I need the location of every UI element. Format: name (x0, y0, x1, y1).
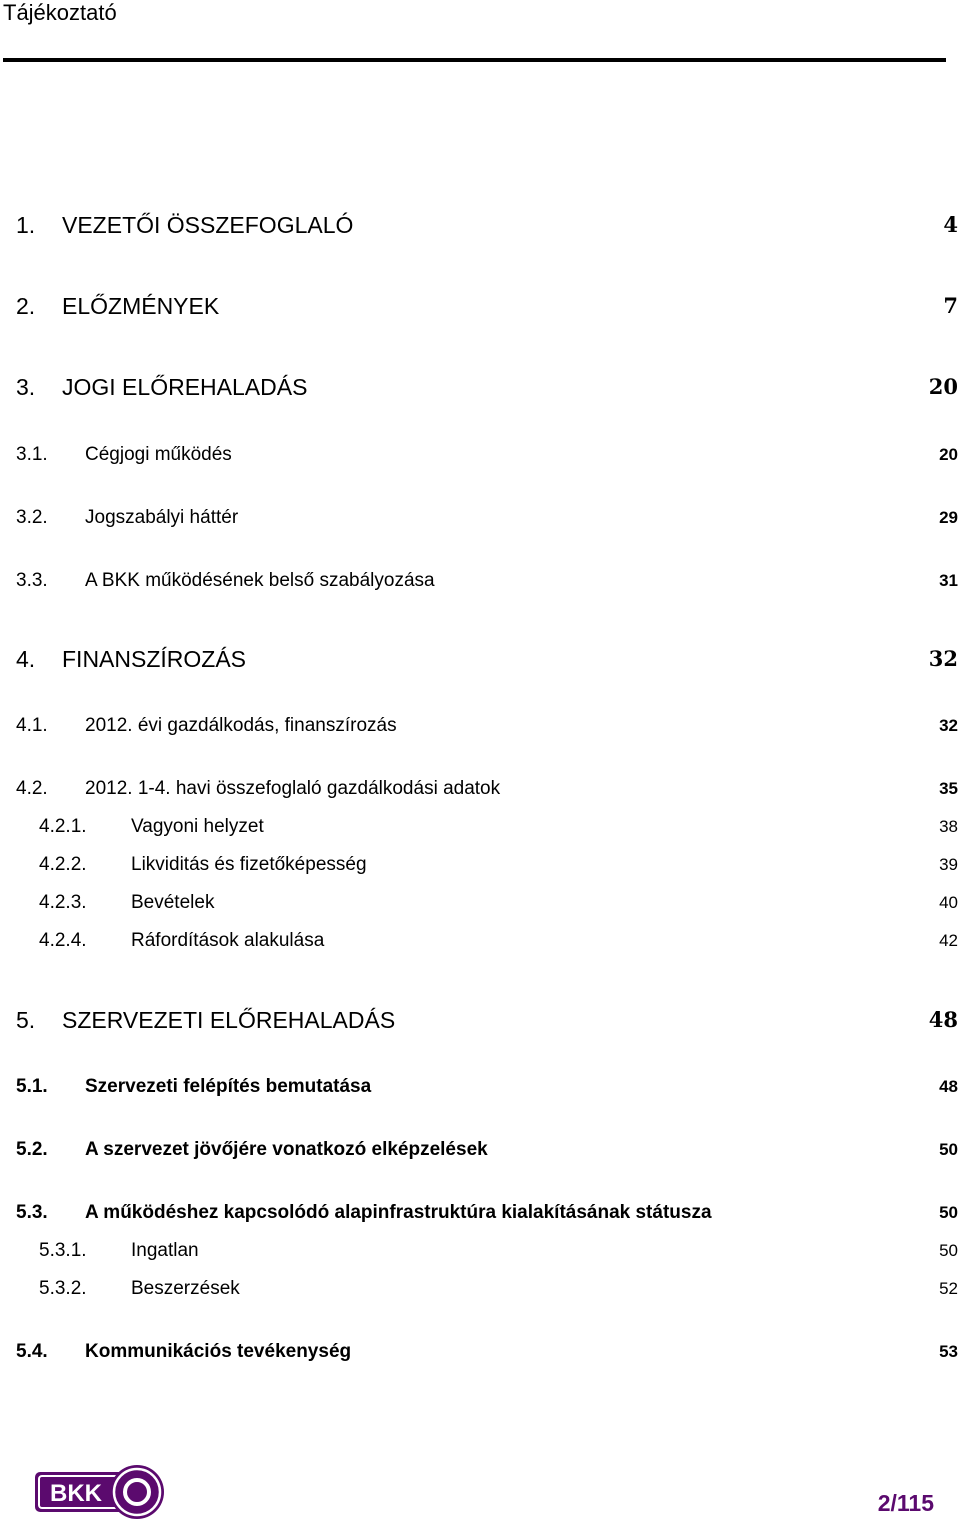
toc-title: FINANSZÍROZÁS (62, 646, 247, 672)
toc-entry-vagyoni-helyzet[interactable] (0, 814, 960, 848)
toc-number: 5.2. (16, 1139, 48, 1160)
bkk-logo (34, 1463, 166, 1521)
toc-entry-jogi-elorehaladas[interactable] (0, 372, 960, 406)
toc-entry-cegjogi-mukodes[interactable] (0, 442, 960, 476)
toc-entry-szervezeti-felepites[interactable] (0, 1074, 960, 1108)
toc-page-number: 48 (939, 1077, 958, 1096)
toc-entry-havi-adatok[interactable] (0, 776, 960, 810)
toc-title: A BKK működésének belső szabályozása (85, 570, 435, 591)
toc-entry-alapinfrastruktura[interactable] (0, 1200, 960, 1234)
toc-page-number: 20 (928, 374, 958, 399)
toc-title: Ráfordítások alakulása (131, 930, 325, 951)
toc-title: Jogszabályi háttér (85, 507, 239, 528)
toc-entry-likviditas[interactable] (0, 852, 960, 886)
toc-number: 3.3. (16, 570, 48, 591)
toc-page-number: 50 (939, 1241, 958, 1260)
toc-title: Cégjogi működés (85, 444, 232, 465)
toc-entry-szervezet-jovoje[interactable] (0, 1137, 960, 1171)
toc-number: 4.1. (16, 715, 48, 736)
toc-number: 3.1. (16, 444, 48, 465)
toc-number: 4.2. (16, 778, 48, 799)
toc-number: 2. (16, 293, 36, 319)
toc-page-number: 32 (939, 716, 958, 735)
toc-title: SZERVEZETI ELŐREHALADÁS (62, 1007, 396, 1033)
toc-number: 5. (16, 1007, 36, 1033)
toc-page-number: 42 (939, 931, 958, 950)
toc-entry-bevetelek[interactable] (0, 890, 960, 924)
toc-number: 5.3.1. (39, 1240, 87, 1261)
toc-entry-vezetoi-osszefoglalo[interactable] (0, 210, 960, 244)
toc-title: Kommunikációs tevékenység (85, 1341, 352, 1362)
toc-number: 5.1. (16, 1076, 48, 1097)
toc-page-number: 31 (939, 571, 958, 590)
toc-number: 5.3.2. (39, 1278, 87, 1299)
toc-title: Likviditás és fizetőképesség (131, 854, 367, 875)
toc-number: 3. (16, 374, 36, 400)
toc-page-number: 52 (939, 1279, 958, 1298)
toc-entry-elozmenyek[interactable] (0, 291, 960, 325)
toc-page-number: 20 (939, 445, 958, 464)
toc-page-number: 7 (943, 293, 958, 318)
page-counter: 2/115 (877, 1490, 934, 1516)
toc-entry-ingatlan[interactable] (0, 1238, 960, 1272)
logo-text: BKK (50, 1480, 102, 1507)
document-header-title: Tájékoztató (3, 0, 117, 25)
toc-number: 4.2.1. (39, 816, 87, 837)
toc-title: Ingatlan (131, 1240, 199, 1261)
toc-entry-beszerzesek[interactable] (0, 1276, 960, 1310)
toc-number: 3.2. (16, 507, 48, 528)
toc-page-number: 48 (928, 1007, 958, 1032)
toc-title: ELŐZMÉNYEK (62, 293, 220, 319)
toc-page-number: 50 (939, 1140, 958, 1159)
bkk-logo-icon (34, 1463, 166, 1521)
toc-title: 2012. 1-4. havi összefoglaló gazdálkodási adatok (85, 778, 501, 799)
toc-entry-kommunikacio[interactable] (0, 1339, 960, 1373)
toc-title: VEZETŐI ÖSSZEFOGLALÓ (62, 212, 354, 238)
toc-entry-bkk-szabalyozasa[interactable] (0, 568, 960, 602)
toc-entry-2012-gazdalkodas[interactable] (0, 713, 960, 747)
toc-number: 4. (16, 646, 36, 672)
toc-title: Bevételek (131, 892, 215, 913)
toc-page-number: 50 (939, 1203, 958, 1222)
toc-entry-szervezeti-elorehaladas[interactable] (0, 1005, 960, 1039)
toc-number: 5.3. (16, 1202, 48, 1223)
header-divider (3, 58, 946, 62)
toc-title: A szervezet jövőjére vonatkozó elképzelések (85, 1139, 488, 1160)
toc-title: JOGI ELŐREHALADÁS (62, 374, 308, 400)
toc-page-number: 29 (939, 508, 958, 527)
toc-number: 5.4. (16, 1341, 48, 1362)
toc-page-number: 39 (939, 855, 958, 874)
toc-number: 4.2.2. (39, 854, 87, 875)
toc-title: A működéshez kapcsolódó alapinfrastruktúra kialakításának státusza (85, 1202, 712, 1223)
toc-entry-raforditasok[interactable] (0, 928, 960, 962)
toc-title: Beszerzések (131, 1278, 240, 1299)
toc-page-number: 38 (939, 817, 958, 836)
toc-number: 1. (16, 212, 36, 238)
toc-entry-jogszabalyi-hatter[interactable] (0, 505, 960, 539)
toc-page-number: 4 (943, 212, 958, 237)
toc-title: Vagyoni helyzet (131, 816, 264, 837)
toc-title: Szervezeti felépítés bemutatása (85, 1076, 372, 1097)
toc-page-number: 32 (928, 646, 958, 671)
toc-page-number: 53 (939, 1342, 958, 1361)
toc-entry-finanszirozas[interactable] (0, 644, 960, 678)
toc-title: 2012. évi gazdálkodás, finanszírozás (85, 715, 397, 736)
toc-page-number: 35 (939, 779, 958, 798)
toc-page-number: 40 (939, 893, 958, 912)
toc-number: 4.2.3. (39, 892, 87, 913)
toc-number: 4.2.4. (39, 930, 87, 951)
